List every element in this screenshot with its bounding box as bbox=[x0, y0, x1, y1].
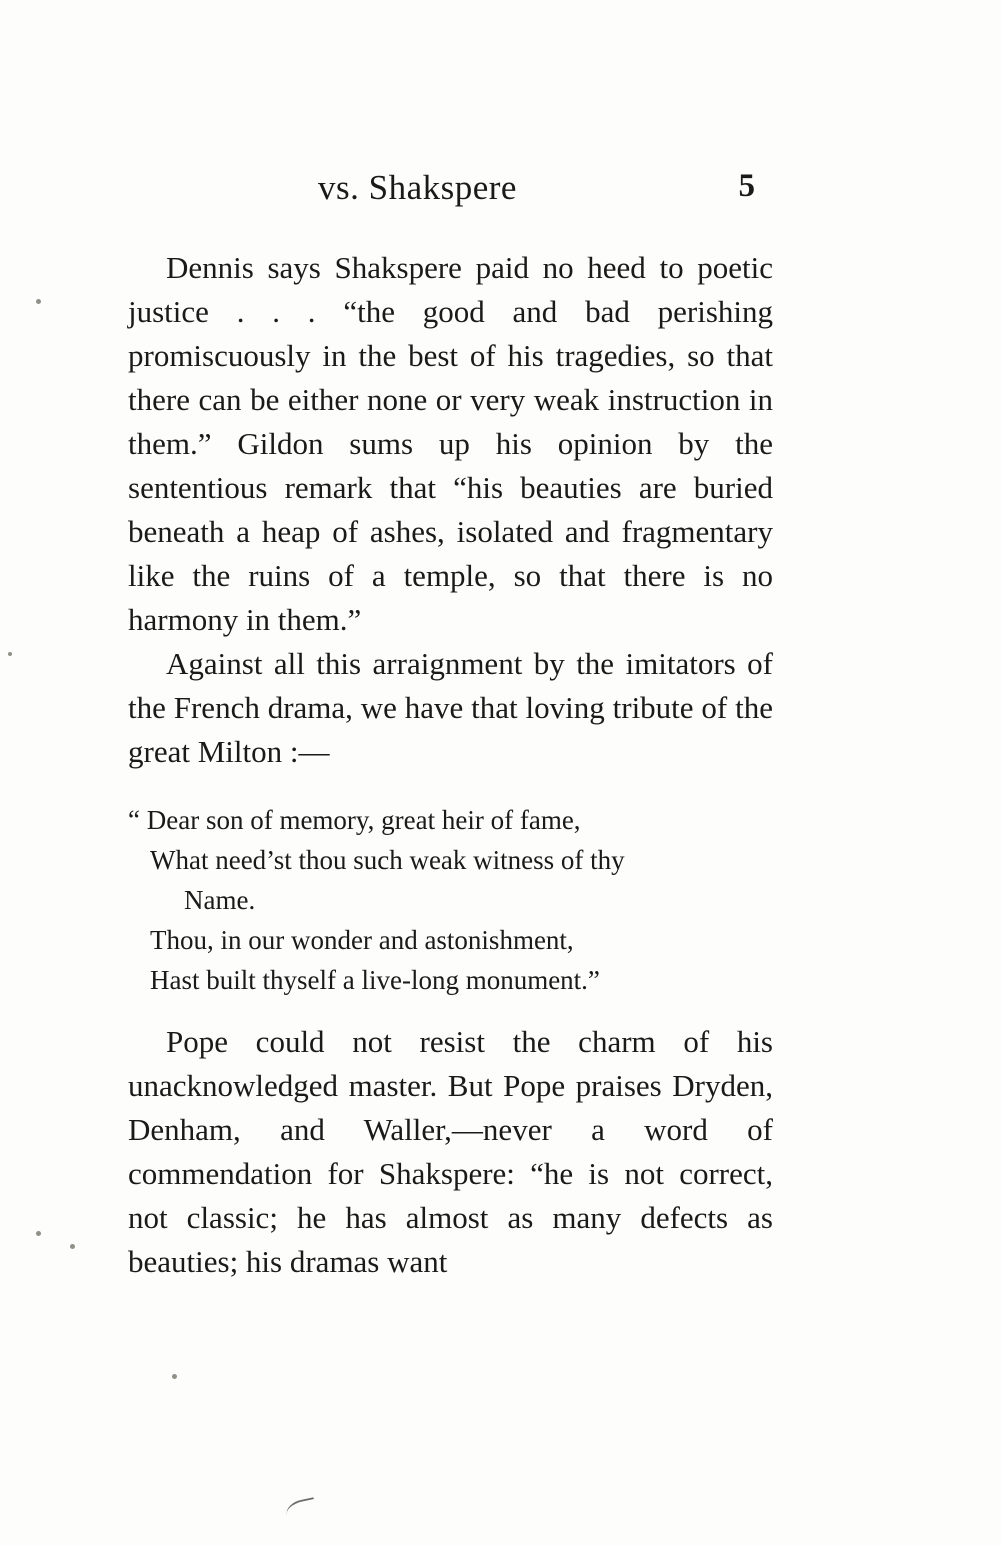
page-number: 5 bbox=[738, 168, 755, 204]
verse-line: What need’st thou such weak witness of thy bbox=[150, 845, 625, 875]
scan-speck bbox=[36, 299, 41, 304]
scan-speck bbox=[8, 652, 12, 656]
verse-line: Hast built thyself a live-long monument.” bbox=[150, 965, 600, 995]
verse-quotation bbox=[128, 800, 773, 1000]
text-column bbox=[128, 246, 773, 1284]
verse-line: Name. bbox=[184, 885, 256, 915]
verse-line: “ Dear son of memory, great heir of fame, bbox=[128, 805, 581, 835]
scan-artifact-mark bbox=[284, 1497, 318, 1523]
page-header bbox=[128, 168, 773, 212]
verse-line: Thou, in our wonder and astonishment, bbox=[150, 925, 574, 955]
paragraph-1: Dennis says Shakspere paid no heed to poetic justice . . . “the good and bad perishing promiscuously in the best of his tragedies, so that there can be either none or very weak instruction in them.” Gildon sums up his opinion by the sententious remark that “his beauties are buried beneath a heap of ashes, isolated and fragmentary like the ruins of a temple, so that there is no harmony in them.” bbox=[128, 250, 773, 637]
paragraph-3: Pope could not resist the charm of his unacknowledged master. But Pope praises Dryden, Denham, and Waller,—never a word of commendation for Shakspere: “he is not correct, not classic; he has almost as many defects as beauties; his dramas want bbox=[128, 1024, 773, 1279]
paragraph-2: Against all this arraignment by the imitators of the French drama, we have that loving tribute of the great Milton :— bbox=[128, 646, 773, 769]
scan-speck bbox=[36, 1231, 41, 1236]
running-head: vs. Shakspere bbox=[318, 168, 517, 207]
scan-speck bbox=[70, 1244, 75, 1249]
scan-speck bbox=[172, 1374, 177, 1379]
